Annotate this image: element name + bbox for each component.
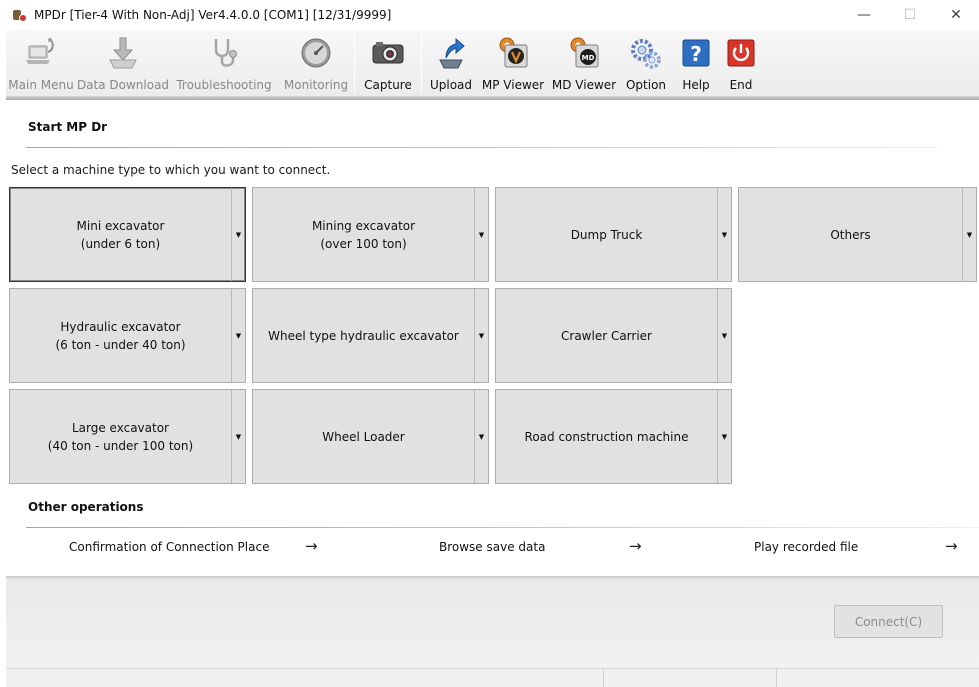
dropdown-arrow-icon[interactable]: ▼ (962, 188, 976, 281)
machine-button-others[interactable] (738, 187, 977, 282)
monitoring-label: Monitoring (283, 78, 349, 92)
arrow-right-icon[interactable]: → (945, 537, 958, 555)
dropdown-arrow-icon[interactable]: ▼ (717, 188, 731, 281)
start-section-title: Start MP Dr (28, 120, 108, 134)
machine-label: Wheel type hydraulic excavator (268, 328, 459, 343)
status-bar-divider (776, 668, 777, 687)
machine-label: Mini excavator (under 6 ton) (76, 218, 165, 251)
dropdown-arrow-icon[interactable]: ▼ (717, 390, 731, 483)
dropdown-arrow-icon[interactable]: ▼ (717, 289, 731, 382)
minimize-button[interactable]: — (857, 7, 871, 23)
browse-save-data-link[interactable]: Browse save data (439, 540, 546, 554)
window-title: MPDr [Tier-4 With Non-Adj] Ver4.4.0.0 [COM1] [12/31/9999] (34, 8, 392, 22)
other-operations-divider (26, 527, 979, 528)
dropdown-arrow-icon[interactable]: ▼ (474, 390, 488, 483)
md-viewer-label: MD Viewer (551, 78, 617, 92)
end-label: End (729, 78, 753, 92)
md-viewer-button[interactable] (546, 30, 622, 96)
machine-label: Mining excavator (over 100 ton) (311, 218, 416, 251)
title-bar (0, 0, 979, 30)
main-menu-icon (24, 36, 58, 70)
dropdown-arrow-icon[interactable]: ▼ (231, 390, 245, 483)
toolbar-shadow (6, 96, 979, 100)
camera-icon (371, 36, 405, 70)
maximize-button[interactable]: ☐ (903, 7, 917, 23)
machine-label: Others (830, 227, 871, 242)
mp-viewer-icon (496, 36, 530, 70)
help-icon (679, 36, 713, 70)
machine-button-dump-truck[interactable] (495, 187, 732, 282)
machine-button-large-excavator[interactable] (9, 389, 246, 484)
machine-label: Hydraulic excavator (6 ton - under 40 ton) (55, 319, 186, 352)
other-operations-title: Other operations (28, 500, 144, 514)
arrow-right-icon[interactable]: → (629, 537, 642, 555)
data-download-label: Data Download (76, 78, 170, 92)
play-recorded-file-link[interactable]: Play recorded file (754, 540, 859, 554)
svg-text:MD: MD (581, 54, 595, 62)
capture-button[interactable] (355, 30, 421, 96)
machine-button-wheel-type-hydraulic-excavator[interactable] (252, 288, 489, 383)
instruction-text: Select a machine type to which you want to connect. (11, 163, 331, 177)
close-button[interactable]: ✕ (950, 7, 962, 23)
option-button[interactable] (622, 30, 670, 96)
upload-icon (434, 36, 468, 70)
machine-button-mining-excavator[interactable] (252, 187, 489, 282)
toolbar (6, 30, 979, 96)
data-download-button[interactable] (76, 30, 170, 96)
help-label: Help (682, 78, 710, 92)
window-controls (841, 0, 979, 30)
machine-label: Wheel Loader (322, 429, 405, 444)
upload-button[interactable] (422, 30, 480, 96)
mp-viewer-label: MP Viewer (481, 78, 545, 92)
machine-label: Large excavator (40 ton - under 100 ton) (47, 420, 194, 453)
status-bar-divider (603, 668, 604, 687)
machine-button-crawler-carrier[interactable] (495, 288, 732, 383)
main-menu-label: Main Menu (8, 78, 74, 92)
confirmation-of-connection-place-link[interactable]: Confirmation of Connection Place (69, 540, 270, 554)
machine-button-mini-excavator[interactable] (9, 187, 246, 282)
dropdown-arrow-icon[interactable]: ▼ (231, 188, 245, 281)
machine-label: Dump Truck (570, 227, 643, 242)
main-menu-button[interactable] (6, 30, 76, 96)
machine-label: Road construction machine (524, 429, 689, 444)
svg-text:?: ? (690, 42, 702, 66)
md-viewer-icon (567, 36, 601, 70)
help-button[interactable] (670, 30, 722, 96)
machine-button-wheel-loader[interactable] (252, 389, 489, 484)
gauge-icon (299, 36, 333, 70)
monitoring-button[interactable] (278, 30, 354, 96)
status-bar (6, 668, 979, 687)
dropdown-arrow-icon[interactable]: ▼ (231, 289, 245, 382)
upload-label: Upload (429, 78, 473, 92)
troubleshooting-label: Troubleshooting (176, 78, 272, 92)
start-section-divider (26, 147, 938, 148)
dropdown-arrow-icon[interactable]: ▼ (474, 289, 488, 382)
data-download-icon (106, 36, 140, 70)
machine-button-hydraulic-excavator[interactable] (9, 288, 246, 383)
machine-button-road-construction-machine[interactable] (495, 389, 732, 484)
power-icon (724, 36, 758, 70)
app-icon (12, 7, 28, 23)
connect-button[interactable]: Connect(C) (834, 605, 943, 638)
machine-label: Crawler Carrier (561, 328, 652, 343)
gears-icon (629, 36, 663, 70)
dropdown-arrow-icon[interactable]: ▼ (474, 188, 488, 281)
troubleshooting-button[interactable] (170, 30, 278, 96)
option-label: Option (625, 78, 667, 92)
stethoscope-icon (207, 36, 241, 70)
capture-label: Capture (364, 78, 412, 92)
end-button[interactable] (722, 30, 760, 96)
mp-viewer-button[interactable] (480, 30, 546, 96)
arrow-right-icon[interactable]: → (305, 537, 318, 555)
